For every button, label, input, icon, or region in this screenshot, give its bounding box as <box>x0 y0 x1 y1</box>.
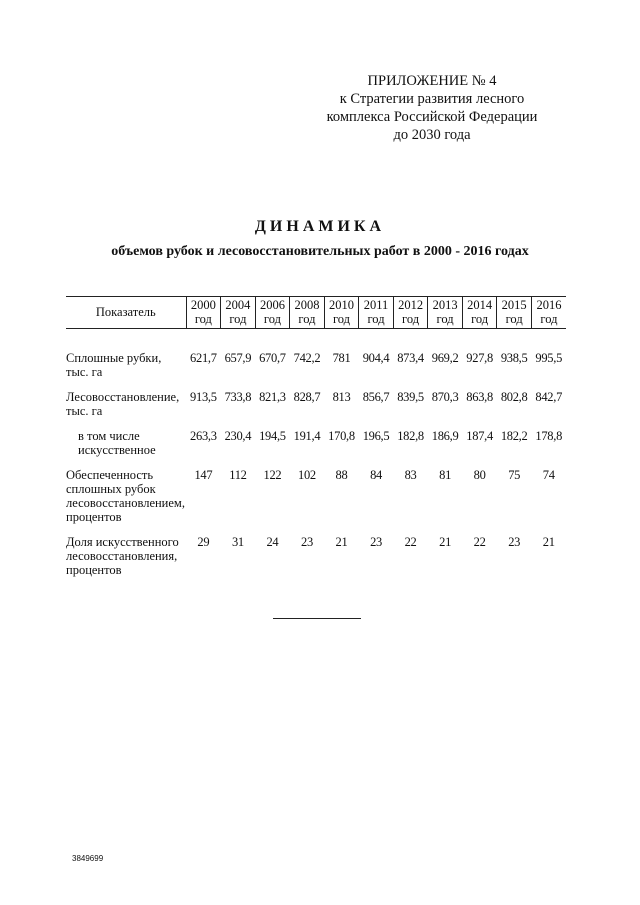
table-cell: 21 <box>542 535 555 549</box>
table-cell: 733,8 <box>224 390 252 404</box>
table-header-row <box>66 297 566 329</box>
table-cell: 84 <box>370 468 382 482</box>
year-value: 2006 <box>259 298 285 312</box>
table-cell: 670,7 <box>259 351 286 365</box>
table-cell: 828,7 <box>293 390 321 404</box>
row-label-line: лесовосстановления, <box>66 549 178 563</box>
year-value: 2010 <box>329 298 354 312</box>
table-row <box>66 457 566 524</box>
table-cell: 191,4 <box>293 429 321 443</box>
year-value: 2016 <box>536 298 562 312</box>
document-number: 3849699 <box>72 854 104 863</box>
year-value: 2012 <box>398 298 424 312</box>
table-cell: 31 <box>231 535 244 549</box>
table-row <box>66 524 566 577</box>
column-header-year <box>393 297 428 329</box>
column-header-year <box>497 297 532 329</box>
row-label-line: Обеспеченность <box>66 468 154 482</box>
table-cell: 75 <box>508 468 521 482</box>
column-header-year <box>186 297 221 329</box>
year-value: 2015 <box>501 298 527 312</box>
column-header-year <box>531 297 566 329</box>
table-cell: 657,9 <box>224 351 252 365</box>
column-header-year <box>221 297 256 329</box>
row-label <box>66 524 186 577</box>
table-cell: 80 <box>473 468 486 482</box>
appendix-block <box>300 72 564 144</box>
row-label-line: процентов <box>66 563 122 577</box>
table-cell: 88 <box>335 468 348 482</box>
table-cell: 81 <box>439 468 452 482</box>
document-title: ДИНАМИКА <box>254 218 386 235</box>
table-cell: 122 <box>263 468 282 482</box>
row-label-line: в том числе <box>78 429 140 443</box>
table-cell: 742,2 <box>293 351 321 365</box>
row-label-line: Лесовосстановление, <box>66 390 180 404</box>
table-cell: 29 <box>197 535 210 549</box>
column-header-year <box>359 297 394 329</box>
table-cell: 870,3 <box>431 390 459 404</box>
year-unit: год <box>263 312 281 326</box>
table-cell: 23 <box>301 535 313 549</box>
table-cell: 230,4 <box>224 429 252 443</box>
table-cell: 187,4 <box>466 429 493 443</box>
year-unit: год <box>332 312 351 326</box>
table-cell: 178,8 <box>535 429 563 443</box>
year-value: 2000 <box>190 298 216 312</box>
row-label <box>66 329 186 380</box>
year-unit: год <box>367 312 385 326</box>
table-cell: 969,2 <box>431 351 459 365</box>
column-header-year <box>462 297 497 329</box>
row-label-line: лесовосстановлением, <box>66 496 185 510</box>
table-cell: 182,2 <box>500 429 528 443</box>
table-cell: 22 <box>404 535 417 549</box>
table-cell: 147 <box>194 468 213 482</box>
year-value: 2011 <box>363 298 389 312</box>
table-cell: 83 <box>404 468 417 482</box>
table-row <box>66 418 566 457</box>
row-label-line: тыс. га <box>66 404 103 418</box>
year-value: 2014 <box>467 298 493 312</box>
table-row <box>66 379 566 418</box>
table-cell: 23 <box>508 535 521 549</box>
row-label <box>66 379 186 418</box>
table-cell: 621,7 <box>190 351 217 365</box>
column-header-year <box>324 297 359 329</box>
table-cell: 813 <box>332 390 351 404</box>
document-subtitle: объемов рубок и лесовосстановительных работ в 2000 - 2016 годах <box>111 244 529 259</box>
appendix-line: до 2030 года <box>393 127 471 143</box>
table-cell: 182,8 <box>397 429 424 443</box>
appendix-number: ПРИЛОЖЕНИЕ № 4 <box>367 73 497 89</box>
table-cell: 863,8 <box>466 390 493 404</box>
table-cell: 927,8 <box>466 351 493 365</box>
year-unit: год <box>229 312 247 326</box>
table-cell: 263,3 <box>190 429 217 443</box>
year-unit: год <box>471 312 489 326</box>
row-label-line: Сплошные рубки, <box>66 351 162 365</box>
year-value: 2004 <box>225 298 251 312</box>
table-cell: 842,7 <box>535 390 563 404</box>
row-label-line: тыс. га <box>66 365 103 379</box>
table-cell: 74 <box>542 468 555 482</box>
row-label-line: процентов <box>66 510 122 524</box>
table-cell: 24 <box>266 535 279 549</box>
table-cell: 802,8 <box>500 390 528 404</box>
year-unit: год <box>505 312 523 326</box>
table-cell: 196,5 <box>362 429 390 443</box>
column-header-indicator: Показатель <box>66 297 186 329</box>
table-cell: 913,5 <box>190 390 217 404</box>
table-cell: 821,3 <box>259 390 286 404</box>
table-cell: 904,4 <box>362 351 390 365</box>
appendix-line: к Стратегии развития лесного <box>339 91 525 107</box>
table-cell: 194,5 <box>259 429 286 443</box>
dynamics-table-container <box>66 296 566 577</box>
year-unit: год <box>402 312 420 326</box>
year-unit: год <box>436 312 454 326</box>
year-value: 2008 <box>294 298 320 312</box>
table-cell: 781 <box>332 351 351 365</box>
year-unit: год <box>298 312 316 326</box>
appendix-line: комплекса Российской Федерации <box>326 109 538 125</box>
table-cell: 21 <box>439 535 452 549</box>
table-cell: 938,5 <box>500 351 528 365</box>
table-cell: 23 <box>370 535 382 549</box>
table-cell: 186,9 <box>431 429 459 443</box>
row-label <box>66 418 186 457</box>
table-cell: 170,8 <box>328 429 355 443</box>
row-label-line: искусственное <box>78 443 156 457</box>
year-value: 2013 <box>432 298 458 312</box>
year-unit: год <box>540 312 558 326</box>
table-cell: 856,7 <box>362 390 390 404</box>
table-cell: 21 <box>335 535 348 549</box>
column-header-year <box>290 297 325 329</box>
table-cell: 102 <box>298 468 316 482</box>
row-label-line: сплошных рубок <box>66 482 156 496</box>
table-cell: 839,5 <box>397 390 424 404</box>
year-unit: год <box>194 312 212 326</box>
column-header-year <box>255 297 290 329</box>
row-label-line: Доля искусственного <box>66 535 179 549</box>
column-header-year <box>428 297 463 329</box>
table-row <box>66 329 566 380</box>
table-cell: 22 <box>473 535 486 549</box>
row-label <box>66 457 186 524</box>
end-divider <box>273 618 361 619</box>
dynamics-table <box>66 296 566 577</box>
table-body <box>66 329 566 578</box>
table-cell: 873,4 <box>397 351 424 365</box>
table-cell: 995,5 <box>535 351 563 365</box>
table-cell: 112 <box>229 468 247 482</box>
